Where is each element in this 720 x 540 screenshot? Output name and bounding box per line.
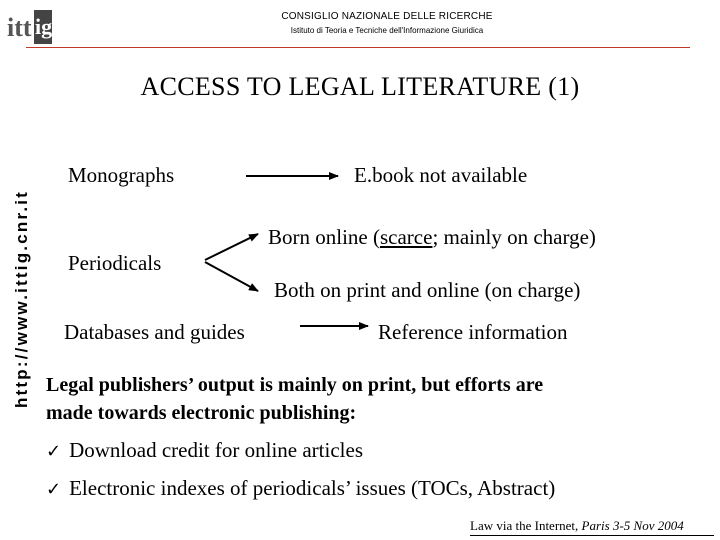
side-url: http://www.ittig.cnr.it xyxy=(12,189,31,409)
checkmark-icon: ✓ xyxy=(46,441,62,462)
arrow-periodicals-both xyxy=(205,262,258,291)
footer-text: Law via the Internet, Paris 3-5 Nov 2004 xyxy=(470,518,684,533)
ebook-label: E.book not available xyxy=(354,163,528,187)
arrow-periodicals-born xyxy=(205,234,258,260)
institute-name: Istituto di Teoria e Tecniche dell'Informazione Giuridica xyxy=(290,26,484,35)
statement-line-1: Legal publishers’ output is mainly on print, but efforts are xyxy=(46,374,544,396)
svg-text:ig: ig xyxy=(35,14,52,39)
bullet-item: ✓ Electronic indexes of periodicals’ issues (TOCs, Abstract) xyxy=(46,476,556,500)
born-online-label: Born online (scarce; mainly on charge) xyxy=(268,225,596,249)
both-print-label: Both on print and online (on charge) xyxy=(274,278,581,302)
checkmark-icon: ✓ xyxy=(46,479,62,500)
bullet-item: ✓ Download credit for online articles xyxy=(46,438,363,462)
scarce-text: scarce xyxy=(379,225,433,249)
svg-text:itt: itt xyxy=(7,13,32,42)
periodicals-label: Periodicals xyxy=(68,251,162,275)
databases-label: Databases and guides xyxy=(64,320,245,344)
monographs-label: Monographs xyxy=(68,163,175,187)
reference-label: Reference information xyxy=(378,320,568,344)
header-divider xyxy=(26,47,690,48)
slide-title: ACCESS TO LEGAL LITERATURE (1) xyxy=(140,72,580,101)
footer-underline xyxy=(470,535,714,536)
statement-line-2: made towards electronic publishing: xyxy=(46,402,357,424)
organization-name: CONSIGLIO NAZIONALE DELLE RICERCHE xyxy=(281,11,493,22)
